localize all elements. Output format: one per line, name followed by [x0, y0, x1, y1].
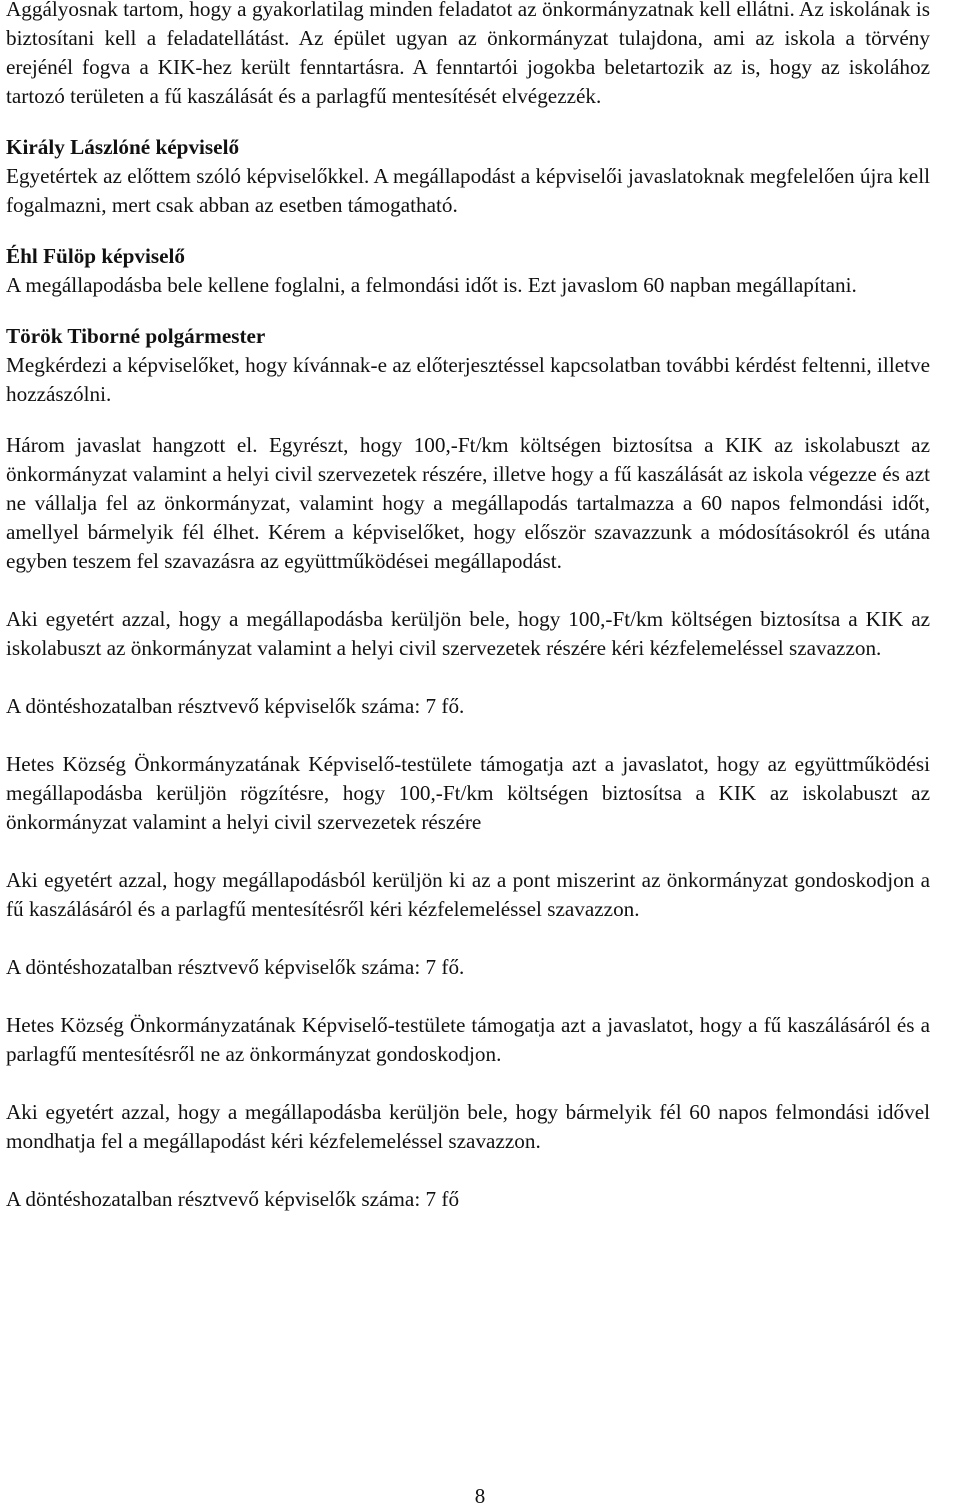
body-paragraph-proposals: Három javaslat hangzott el. Egyrészt, hogy 100,-Ft/km költségen biztosítsa a KIK az iskolabuszt az önkormányzat valamint a helyi civil szervezetek részére, illetve hogy a fű kaszálását az iskola végezze és azt ne vállalja fel az önkormányzat, valamint hogy a megállapodás tartalmazza a 60 napos felmondási időt, amellyel bármelyik fél élhet. Kérem a képviselőket, hogy először szavazzunk a módosításokról és utána egyben teszem fel szavazásra az együttműködései megállapodást.: [6, 433, 930, 573]
body-paragraph-count-3: A döntéshozatalban résztvevő képviselők száma: 7 fő: [6, 1187, 460, 1211]
body-paragraph-decision-mowing: Hetes Község Önkormányzatának Képviselő-testülete támogatja azt a javaslatot, hogy a fű kaszálásáról és a parlagfű mentesítésről ne az önkormányzat gondoskodjon.: [6, 1013, 930, 1066]
speaker-heading-kiraly: Király Lászlóné képviselő: [6, 135, 240, 159]
body-paragraph-vote-bus: Aki egyetért azzal, hogy a megállapodásba kerüljön bele, hogy 100,-Ft/km költségen biztosítsa a KIK az iskolabuszt az önkormányzat valamint a helyi civil szervezetek részére kéri kézfelemeléssel szavazzon.: [6, 607, 930, 660]
speaker-text-ehl: A megállapodásba bele kellene foglalni, a felmondási időt is. Ezt javaslom 60 napban megállapítani.: [6, 273, 857, 297]
body-paragraph-decision-bus: Hetes Község Önkormányzatának Képviselő-testülete támogatja azt a javaslatot, hogy az együttműködési megállapodásba kerüljön rögzítésre, hogy 100,-Ft/km költségen biztosítsa a KIK az iskolabuszt az önkormányzat valamint a helyi civil szervezetek részére: [6, 752, 930, 834]
body-paragraph-vote-notice: Aki egyetért azzal, hogy a megállapodásba kerüljön bele, hogy bármelyik fél 60 napos felmondási idővel mondhatja fel a megállapodást kéri kézfelemeléssel szavazzon.: [6, 1100, 930, 1153]
speaker-heading-torok: Török Tiborné polgármester: [6, 324, 266, 348]
page-number: 8: [474, 1484, 486, 1508]
intro-paragraph: Aggályosnak tartom, hogy a gyakorlatilag minden feladatot az önkormányzatnak kell ellátni. Az iskolának is biztosítani kell a feladatellátást. Az épület ugyan az önkormányzat tulajdona, ami az iskola a törvény erejénél fogva a KIK-hez került fenntartásra. A fenntartói jogokba beletartozik az is, hogy az iskolához tartozó területen a fű kaszálását és a parlagfű mentesítését elvégezzék.: [6, 0, 930, 108]
speaker-text-kiraly: Egyetértek az előttem szóló képviselőkkel. A megállapodást a képviselői javaslatoknak megfelelően újra kell fogalmazni, mert csak abban az esetben támogatható.: [6, 164, 930, 217]
speaker-heading-ehl: Éhl Fülöp képviselő: [6, 244, 185, 268]
body-paragraph-vote-mowing: Aki egyetért azzal, hogy megállapodásból kerüljön ki az a pont miszerint az önkormányzat gondoskodjon a fű kaszálásáról és a parlagfű mentesítésről kéri kézfelemeléssel szavazzon.: [6, 868, 930, 921]
body-paragraph-count-2: A döntéshozatalban résztvevő képviselők száma: 7 fő.: [6, 955, 465, 979]
body-paragraph-count-1: A döntéshozatalban résztvevő képviselők száma: 7 fő.: [6, 694, 465, 718]
speaker-text-torok: Megkérdezi a képviselőket, hogy kívánnak-e az előterjesztéssel kapcsolatban további kérdést feltenni, illetve hozzászólni.: [6, 353, 930, 406]
